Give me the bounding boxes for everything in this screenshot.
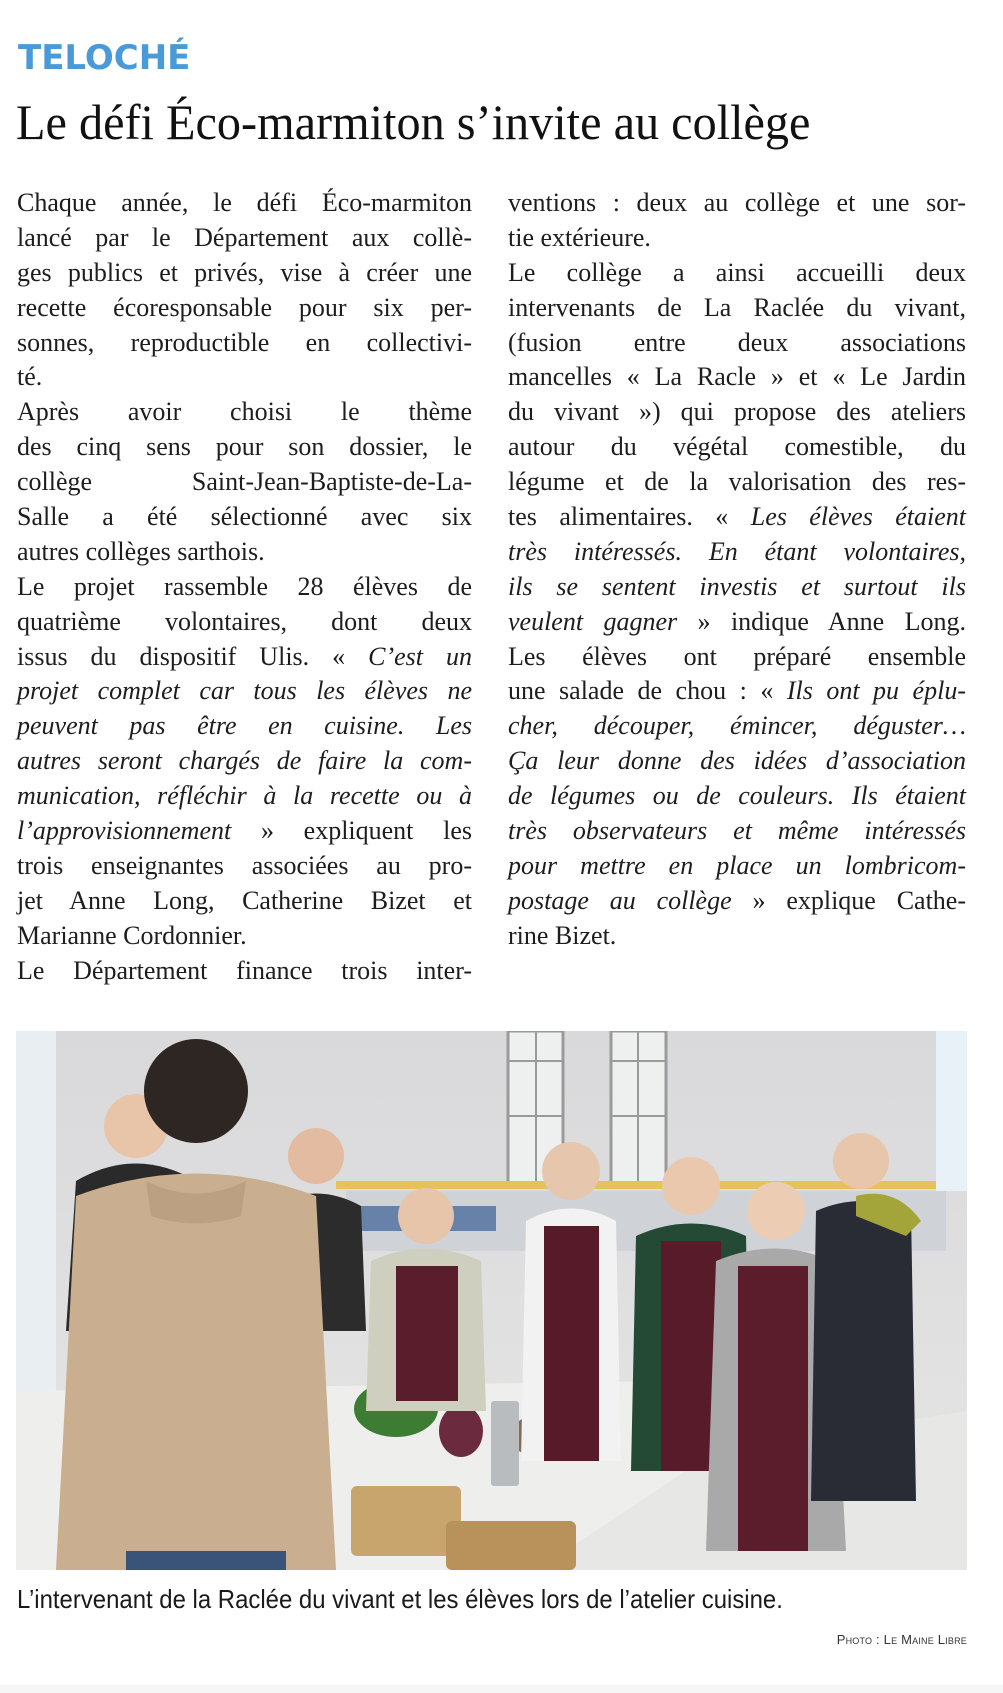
body-text: » explique Cathe- xyxy=(731,885,966,915)
article-text-line xyxy=(17,640,472,675)
body-text: Marianne Cordonnier. xyxy=(17,920,247,950)
article-photo xyxy=(16,1031,967,1570)
body-text: jet Anne Long, Catherine Bizet et xyxy=(17,885,472,915)
article-text-line xyxy=(17,605,472,640)
article-text-line xyxy=(17,814,472,849)
body-text: sonnes, reproductible en collectivi- xyxy=(17,327,472,357)
quote-text: ils se sentent investis et surtout ils xyxy=(508,571,966,601)
article-text-line xyxy=(17,500,472,535)
body-text: Le collège a ainsi accueilli deux xyxy=(508,257,966,287)
body-text: mancelles « La Racle » et « Le Jardin xyxy=(508,362,966,392)
quote-text: très observateurs et même intéressés xyxy=(508,816,966,846)
article-text-line xyxy=(17,465,472,500)
body-text: collège Saint-Jean-Baptiste-de-La- xyxy=(17,467,472,497)
article-text-line xyxy=(17,221,472,256)
section-kicker: TELOCHÉ xyxy=(18,38,191,78)
quote-text: munication, réfléchir à la recette ou à xyxy=(17,781,472,811)
body-text: du vivant ») qui propose des ateliers xyxy=(508,397,966,427)
article-text-line xyxy=(508,291,966,326)
article-text-line xyxy=(508,814,966,849)
body-text: issus du dispositif Ulis. « xyxy=(17,641,369,671)
quote-text: l’approvisionnement xyxy=(17,816,232,846)
quote-text: veulent gagner xyxy=(508,606,678,636)
quote-text: Ça leur donne des idées d’association xyxy=(508,746,966,776)
article-text-line xyxy=(17,849,472,884)
body-text: tes alimentaires. « xyxy=(508,502,751,532)
article-text-line xyxy=(17,779,472,814)
article-text-line xyxy=(508,640,966,675)
article-text-line xyxy=(508,326,966,361)
quote-text: postage au collège xyxy=(508,885,732,915)
article-text-line xyxy=(17,395,472,430)
photo-caption: L’intervenant de la Raclée du vivant et les élèves lors de l’atelier cuisine. xyxy=(17,1584,783,1614)
article-text-line xyxy=(508,360,966,395)
article-text-line xyxy=(17,256,472,291)
body-text: recette écoresponsable pour six per- xyxy=(17,292,472,322)
body-text: (fusion entre deux associations xyxy=(508,327,966,357)
quote-text: très intéressés. En étant volontaires, xyxy=(508,536,966,566)
article-text-line xyxy=(17,291,472,326)
article-text-line xyxy=(508,430,966,465)
body-text: autres collèges sarthois. xyxy=(17,536,265,566)
body-text: autour du végétal comestible, du xyxy=(508,432,966,462)
article-text-line xyxy=(508,709,966,744)
body-text: Chaque année, le défi Éco-marmiton xyxy=(17,188,472,217)
article-text-line xyxy=(17,954,472,989)
body-text: trois enseignantes associées au pro- xyxy=(17,850,472,880)
article-text-line xyxy=(17,430,472,465)
quote-text: de légumes ou de couleurs. Ils étaient xyxy=(508,781,966,811)
article-text-line xyxy=(17,884,472,919)
body-text: Salle a été sélectionné avec six xyxy=(17,502,472,532)
article-text-line xyxy=(508,744,966,779)
quote-text: autres seront chargés de faire la com- xyxy=(17,746,472,776)
article-column-2 xyxy=(508,186,966,954)
body-text: » indique Anne Long. xyxy=(677,606,966,636)
article-text-line xyxy=(17,186,472,221)
page-bottom-band xyxy=(0,1685,1003,1693)
article-text-line xyxy=(17,535,472,570)
article-text-line xyxy=(508,919,966,954)
article-text-line xyxy=(17,360,472,395)
article-text-line xyxy=(508,500,966,535)
article-text-line xyxy=(508,221,966,256)
body-text: lancé par le Département aux collè- xyxy=(17,222,472,252)
quote-text: Les élèves étaient xyxy=(750,502,966,532)
article-text-line xyxy=(17,919,472,954)
quote-text: Ils ont pu éplu- xyxy=(786,676,966,706)
body-text: Après avoir choisi le thème xyxy=(17,397,472,427)
article-text-line xyxy=(17,326,472,361)
body-text: Le Département finance trois inter- xyxy=(17,955,472,985)
body-text: Le projet rassemble 28 élèves de xyxy=(17,571,472,601)
body-text: » expliquent les xyxy=(231,816,472,846)
article-text-line xyxy=(508,884,966,919)
article-text-line xyxy=(508,186,966,221)
body-text: intervenants de La Raclée du vivant, xyxy=(508,292,966,322)
photo-credit: Photo : Le Maine Libre xyxy=(836,1632,967,1647)
body-text: Les élèves ont préparé ensemble xyxy=(508,641,966,671)
article-text-line xyxy=(17,674,472,709)
body-text: quatrième volontaires, dont deux xyxy=(17,606,472,636)
article-text-line xyxy=(17,744,472,779)
cooking-workshop-image xyxy=(16,1031,967,1570)
article-text-line xyxy=(17,570,472,605)
body-text: légume et de la valorisation des res- xyxy=(508,467,966,497)
body-text: ventions : deux au collège et une sor- xyxy=(508,188,966,217)
article-headline: Le défi Éco-marmiton s’invite au collège xyxy=(16,94,811,150)
body-text: té. xyxy=(17,362,43,392)
article-text-line xyxy=(508,395,966,430)
article-text-line xyxy=(508,256,966,291)
article-text-line xyxy=(508,605,966,640)
quote-text: peuvent pas être en cuisine. Les xyxy=(17,711,472,741)
body-text: rine Bizet. xyxy=(508,920,617,950)
article-text-line xyxy=(508,570,966,605)
quote-text: pour mettre en place un lombricom- xyxy=(508,850,966,880)
body-text: tie extérieure. xyxy=(508,222,651,252)
quote-text: projet complet car tous les élèves ne xyxy=(17,676,472,706)
article-text-line xyxy=(17,709,472,744)
body-text: ges publics et privés, vise à créer une xyxy=(17,257,472,287)
body-text: des cinq sens pour son dossier, le xyxy=(17,432,472,462)
article-column-1 xyxy=(17,186,472,988)
article-text-line xyxy=(508,465,966,500)
article-text-line xyxy=(508,849,966,884)
article-text-line xyxy=(508,535,966,570)
body-text: une salade de chou : « xyxy=(508,676,787,706)
article-text-line xyxy=(508,779,966,814)
quote-text: C’est un xyxy=(368,641,472,671)
quote-text: cher, découper, émincer, déguster… xyxy=(508,711,966,741)
article-text-line xyxy=(508,674,966,709)
